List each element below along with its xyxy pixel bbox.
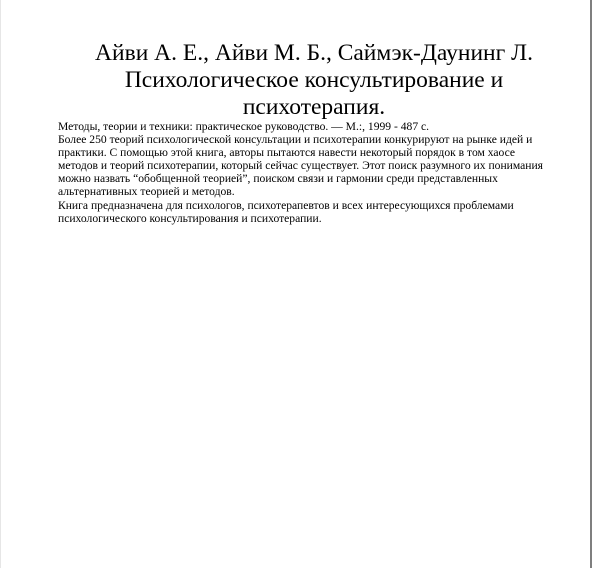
description-line: методов и теорий психотерапии, который сейчас существует. Этот поиск разумного их понимания <box>58 159 544 173</box>
document-title <box>40 40 588 121</box>
page-left-edge <box>0 0 1 568</box>
audience-line: Книга предназначена для психологов, психотерапевтов и всех интересующихся проблемами <box>58 198 514 212</box>
document-description <box>58 120 578 225</box>
description-line: альтернативных теорией и методов. <box>58 185 235 199</box>
page-right-edge <box>590 0 592 568</box>
audience-line: психологического консультирования и психотерапии. <box>58 211 322 225</box>
description-line: Более 250 теорий психологической консультации и психотерапии конкурируют на рынке идей и <box>58 133 533 147</box>
title-line-authors: Айви А. Е., Айви М. Б., Саймэк-Даунинг Л. <box>95 40 533 66</box>
description-line: можно назвать “обобщенной теорией”, поиском связи и гармонии среди представленных <box>58 172 498 186</box>
description-line: практики. С помощью этой книга, авторы пытаются навести некоторый порядок в том хаосе <box>58 146 516 160</box>
title-line-book-1: Психологическое консультирование и <box>124 67 504 93</box>
publication-info: Методы, теории и техники: практическое руководство. — М.:, 1999 - 487 с. <box>58 120 430 133</box>
title-line-book-2: психотерапия. <box>242 94 386 120</box>
